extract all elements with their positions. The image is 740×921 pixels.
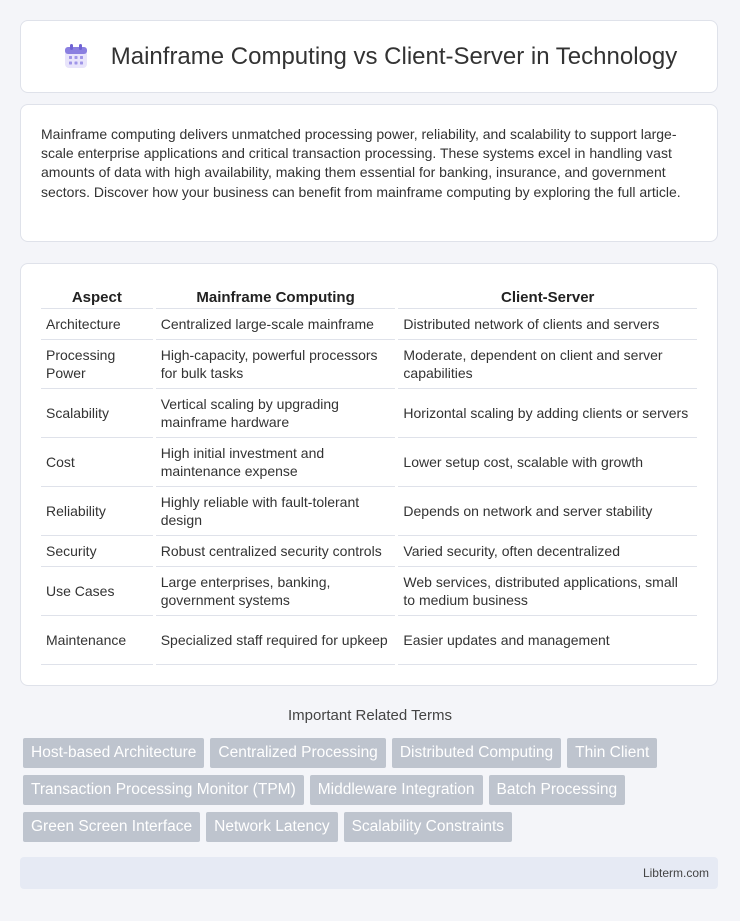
cell-client-server: Lower setup cost, scalable with growth	[398, 438, 697, 487]
related-terms-heading: Important Related Terms	[288, 707, 452, 724]
footer	[20, 857, 718, 889]
cell-client-server: Moderate, dependent on client and server capabilities	[398, 340, 697, 389]
cell-mainframe: Vertical scaling by upgrading mainframe hardware	[156, 389, 396, 438]
cell-mainframe: Robust centralized security controls	[156, 536, 396, 567]
comparison-table	[38, 286, 700, 665]
term-tag[interactable]: Batch Processing	[489, 775, 626, 805]
term-tag[interactable]: Thin Client	[567, 738, 657, 768]
cell-mainframe: High initial investment and maintenance expense	[156, 438, 396, 487]
cell-client-server: Distributed network of clients and servers	[398, 309, 697, 340]
title-card	[20, 20, 718, 93]
footer-site-link[interactable]: Libterm.com	[642, 866, 709, 880]
cell-client-server: Web services, distributed applications, small to medium business	[398, 567, 697, 616]
table-header-row	[41, 286, 697, 309]
term-tag[interactable]: Centralized Processing	[210, 738, 385, 768]
cell-client-server: Horizontal scaling by adding clients or servers	[398, 389, 697, 438]
table-row	[41, 309, 697, 340]
table-row	[41, 567, 697, 616]
page-title: Mainframe Computing vs Client-Server in Technology	[110, 42, 678, 70]
cell-client-server: Varied security, often decentralized	[398, 536, 697, 567]
cell-aspect: Maintenance	[41, 616, 153, 665]
term-tag[interactable]: Host-based Architecture	[23, 738, 204, 768]
term-tag[interactable]: Green Screen Interface	[23, 812, 200, 842]
intro-text: Mainframe computing delivers unmatched processing power, reliability, and scalability to support large-scale enterprise applications and critical transaction processing. These systems excel in handling vast amounts of data with high availability, making them essential for banking, insurance, and government sectors. Discover how your business can benefit from mainframe computing by exploring the full article.	[41, 126, 681, 200]
header-client-server: Client-Server	[398, 286, 697, 309]
cell-aspect: Security	[41, 536, 153, 567]
header-mainframe: Mainframe Computing	[156, 286, 396, 309]
cell-mainframe: Large enterprises, banking, government systems	[156, 567, 396, 616]
cell-aspect: Reliability	[41, 487, 153, 536]
table-row	[41, 340, 697, 389]
cell-client-server: Depends on network and server stability	[398, 487, 697, 536]
cell-aspect: Processing Power	[41, 340, 153, 389]
table-row	[41, 616, 697, 665]
term-tag[interactable]: Middleware Integration	[310, 775, 483, 805]
table-row	[41, 536, 697, 567]
term-tag[interactable]: Distributed Computing	[392, 738, 561, 768]
cell-mainframe: Highly reliable with fault-tolerant design	[156, 487, 396, 536]
cell-client-server: Easier updates and management	[398, 616, 697, 665]
comparison-card	[20, 263, 718, 686]
related-terms-list	[23, 738, 703, 842]
cell-mainframe: Specialized staff required for upkeep	[156, 616, 396, 665]
cell-aspect: Use Cases	[41, 567, 153, 616]
table-row	[41, 389, 697, 438]
header-aspect: Aspect	[41, 286, 153, 309]
cell-aspect: Cost	[41, 438, 153, 487]
calendar-grid-icon	[61, 42, 91, 72]
cell-aspect: Scalability	[41, 389, 153, 438]
cell-mainframe: High-capacity, powerful processors for bulk tasks	[156, 340, 396, 389]
table-row	[41, 438, 697, 487]
table-row	[41, 487, 697, 536]
term-tag[interactable]: Scalability Constraints	[344, 812, 512, 842]
term-tag[interactable]: Network Latency	[206, 812, 337, 842]
intro-card	[20, 104, 718, 242]
term-tag[interactable]: Transaction Processing Monitor (TPM)	[23, 775, 304, 805]
cell-mainframe: Centralized large-scale mainframe	[156, 309, 396, 340]
cell-aspect: Architecture	[41, 309, 153, 340]
